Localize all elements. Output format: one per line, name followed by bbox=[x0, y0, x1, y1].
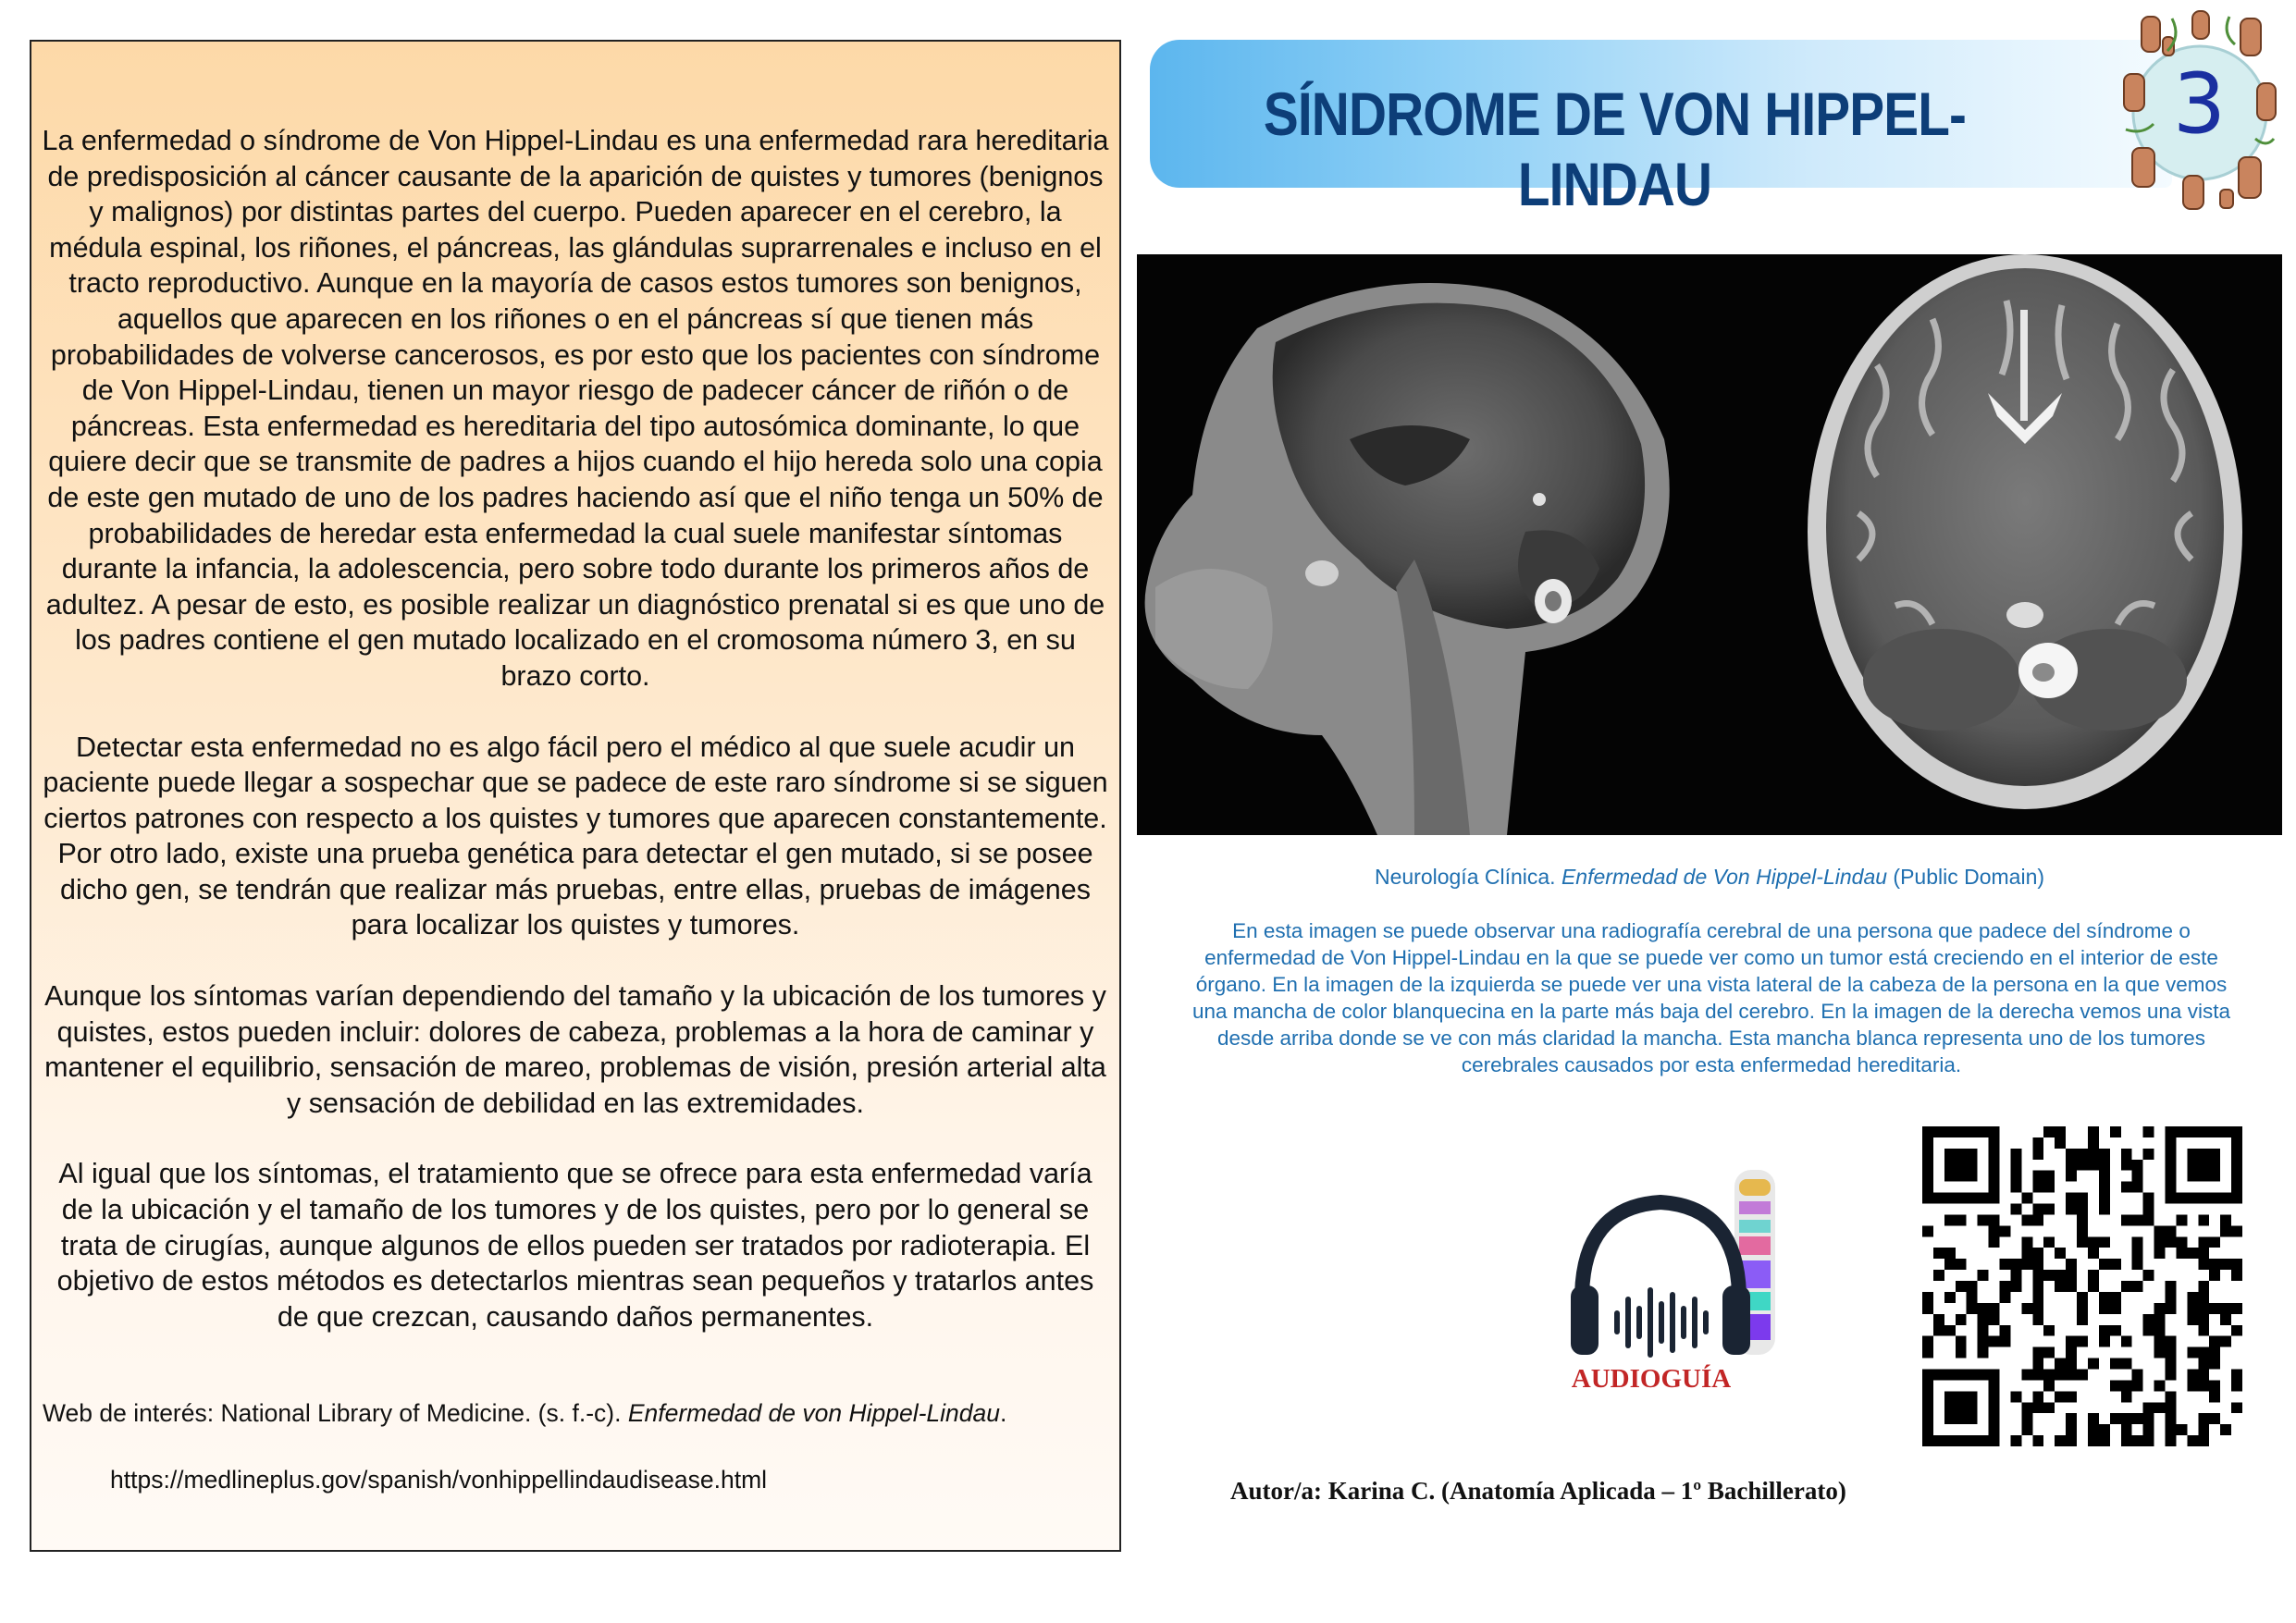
coronal-view bbox=[1808, 254, 2242, 809]
qr-code-icon bbox=[1922, 1126, 2242, 1446]
caption-source-title: Enfermedad de Von Hippel-Lindau bbox=[1561, 865, 1888, 889]
audio-guide-label: AUDIOGUÍA bbox=[1571, 1364, 1732, 1394]
image-description: En esta imagen se puede observar una radiografía cerebral de una persona que padece del síndrome o enfermedad de Von Hippel-Lindau en la que se puede ver como un tumor está creciendo en el interior de este órgano. En la imagen de la izquierda se puede ver una vista lateral de la cabeza de la persona en la que vemos una mancha de color blanquecina en la parte más baja del cerebro. En la imagen de la derecha vemos una vista desde arriba donde se ve con más claridad la mancha. Esta mancha blanca representa uno de los tumores cerebrales causados por esta enfermedad hereditaria. bbox=[1192, 919, 2230, 1076]
caption-source-prefix: Neurología Clínica. bbox=[1374, 865, 1562, 889]
headphones-icon bbox=[1554, 1161, 1795, 1373]
reference-suffix: . bbox=[1000, 1399, 1007, 1427]
body-text bbox=[41, 123, 1110, 1370]
mri-scan-illustration bbox=[1137, 254, 2282, 835]
paragraph-4: Al igual que los síntomas, el tratamiento que se ofrece para esta enfermedad varía de la ubicación y el tamaño de los tumores y de los quistes, pero por lo general se trata de cirugías, aunque algunos de ellos pueden ser tratados por radioterapia. El objetivo de estos métodos es detectarlos mientras sean pequeños y tratarlos antes de que crezcan, causando daños permanentes. bbox=[56, 1158, 1094, 1333]
reference-citation bbox=[43, 1399, 1006, 1428]
badge-number: 3 bbox=[2172, 55, 2227, 153]
text-panel bbox=[30, 40, 1121, 1552]
sagittal-view bbox=[1145, 283, 1670, 835]
caption-source-suffix: (Public Domain) bbox=[1887, 865, 2045, 889]
qr-code[interactable] bbox=[1922, 1126, 2242, 1446]
paragraph-2: Detectar esta enfermedad no es algo fácil pero el médico al que suele acudir un paciente puede llegar a sospechar que se padece de este raro síndrome si se siguen ciertos patrones con respecto a los quistes y tumores que aparecen constantemente. Por otro lado, existe una prueba genética para detectar el gen mutado, si se posee dicho gen, se tendrán que realizar más pruebas, entre ellas, pruebas de imágenes para localizar los quistes y tumores. bbox=[43, 731, 1108, 941]
title-banner bbox=[1150, 40, 2172, 218]
image-source-caption bbox=[1137, 865, 2282, 890]
reference-prefix: Web de interés: National Library of Medicine. (s. f.-c). bbox=[43, 1399, 628, 1427]
number-badge bbox=[2118, 9, 2280, 213]
mri-brain-image bbox=[1137, 254, 2282, 835]
page-title: SÍNDROME DE VON HIPPEL-LINDAU bbox=[1263, 80, 1967, 218]
reference-title: Enfermedad de von Hippel-Lindau bbox=[627, 1399, 1001, 1427]
paragraph-1: La enfermedad o síndrome de Von Hippel-Lindau es una enfermedad rara hereditaria de predisposición al cáncer causante de la aparición de quistes y tumores (benignos y malignos) por distintas partes del cuerpo. Pueden aparecer en el cerebro, la médula espinal, los riñones, el páncreas, las glándulas suprarrenales e incluso en el tracto reproductivo. Aunque en la mayoría de casos estos tumores son benignos, aquellos que aparecen en los riñones o en el páncreas sí que tienen más probabilidades de volverse cancerosos, es por esto que los pacientes con síndrome de Von Hippel-Lindau, tienen un mayor riesgo de padecer cáncer de riñón o de páncreas. Esta enfermedad es hereditaria del tipo autosómica dominante, lo que quiere decir que se transmite de padres a hijos cuando el hijo hereda solo una copia de este gen mutado de uno de los padres haciendo así que el niño tenga un 50% de probabilidades de heredar esta enfermedad la cual suele manifestar síntomas durante la infancia, la adolescencia, pero sobre todo durante los primeros años de adultez. A pesar de esto, es posible realizar un diagnóstico prenatal si es que uno de los padres contiene el gen mutado localizado en el cromosoma número 3, en su brazo corto. bbox=[42, 125, 1109, 692]
paragraph-3: Aunque los síntomas varían dependiendo del tamaño y la ubicación de los tumores y quistes, estos pueden incluir: dolores de cabeza, problemas a la hora de caminar y mantener el equilibrio, sensación de mareo, problemas de visión, presión arterial alta y sensación de debilidad en las extremidades. bbox=[44, 980, 1106, 1119]
reference-url[interactable]: https://medlineplus.gov/spanish/vonhippellindaudisease.html bbox=[110, 1466, 768, 1494]
author-credit: Autor/a: Karina C. (Anatomía Aplicada – 1º Bachillerato) bbox=[1230, 1477, 1846, 1505]
